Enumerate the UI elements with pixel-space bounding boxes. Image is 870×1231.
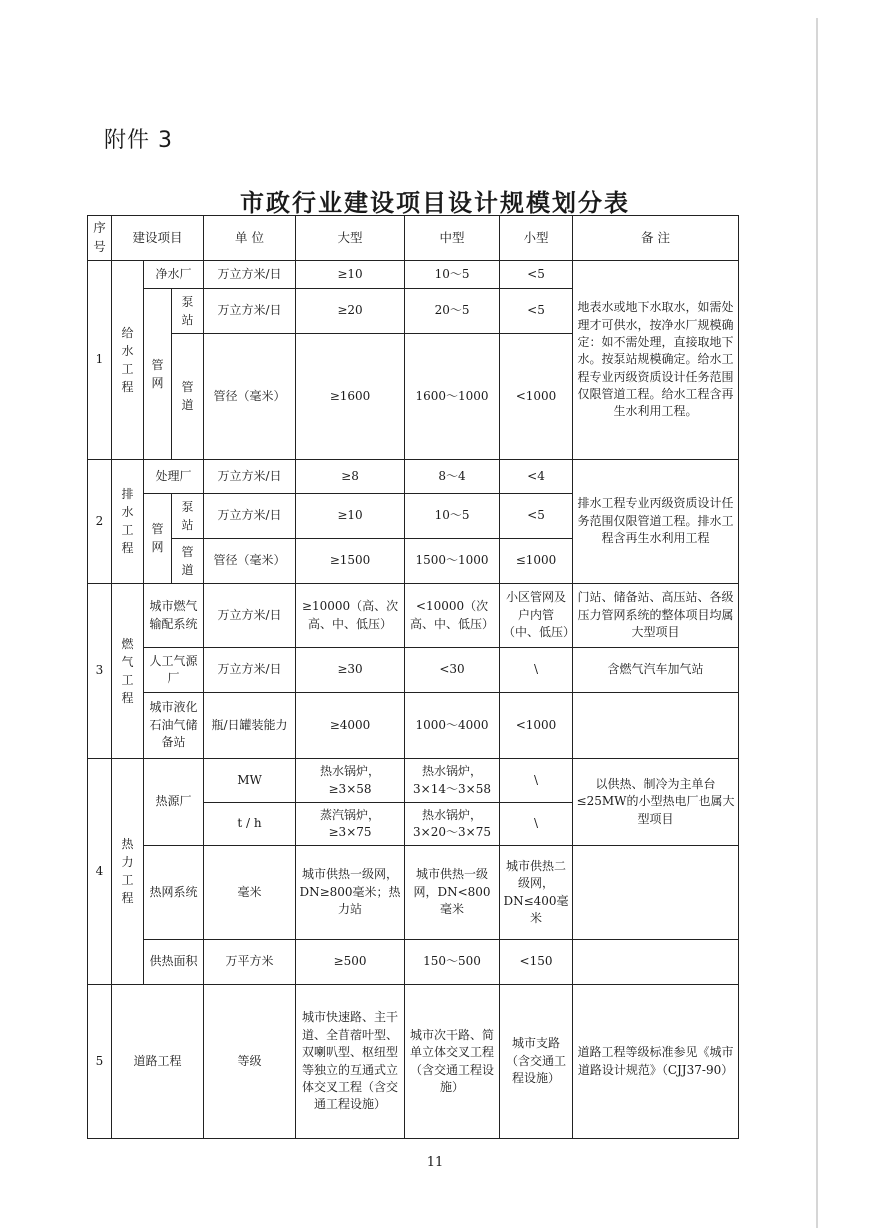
heat-source-plant: 热源厂 <box>144 759 204 846</box>
table-row <box>88 261 739 289</box>
heat-network-small: 城市供热二级网，DN≤400毫米 <box>500 846 573 940</box>
drain-category: 排水工程 <box>112 460 144 584</box>
header-note: 备 注 <box>573 216 739 261</box>
heat-mw-large: 热水锅炉，≥3×58 <box>296 759 405 803</box>
drain-pipe-small: ≤1000 <box>500 539 573 584</box>
heat-area-unit: 万平方米 <box>204 940 296 985</box>
gas-lpg-note <box>573 693 739 759</box>
water-plant-medium: 10～5 <box>405 261 500 289</box>
header-large: 大型 <box>296 216 405 261</box>
water-pump-medium: 20～5 <box>405 289 500 334</box>
drain-note: 排水工程专业丙级资质设计任务范围仅限管道工程。排水工程含再生水利用工程 <box>573 460 739 584</box>
table-row <box>88 985 739 1139</box>
gas-artificial-medium: <30 <box>405 648 500 693</box>
design-scale-table <box>87 215 739 1139</box>
gas-lpg-small: <1000 <box>500 693 573 759</box>
gas-artificial-unit: 万立方米/日 <box>204 648 296 693</box>
road-small: 城市支路（含交通工程设施） <box>500 985 573 1139</box>
road-item: 道路工程 <box>112 985 204 1139</box>
heat-area-large: ≥500 <box>296 940 405 985</box>
heat-network-note <box>573 846 739 940</box>
header-seq: 序号 <box>88 216 112 261</box>
drain-plant-unit: 万立方米/日 <box>204 460 296 494</box>
drain-pipe: 管道 <box>172 539 204 584</box>
road-unit: 等级 <box>204 985 296 1139</box>
road-note: 道路工程等级标准参见《城市道路设计规范》（CJJ37-90） <box>573 985 739 1139</box>
gas-lpg-station: 城市液化石油气储备站 <box>144 693 204 759</box>
heat-area-note <box>573 940 739 985</box>
drain-plant: 处理厂 <box>144 460 204 494</box>
water-pump: 泵站 <box>172 289 204 334</box>
header-row <box>88 216 739 261</box>
drain-pipe-unit: 管径（毫米） <box>204 539 296 584</box>
gas-lpg-medium: 1000～4000 <box>405 693 500 759</box>
water-pipe: 管道 <box>172 334 204 460</box>
water-pump-unit: 万立方米/日 <box>204 289 296 334</box>
heat-area: 供热面积 <box>144 940 204 985</box>
gas-artificial-large: ≥30 <box>296 648 405 693</box>
water-num: 1 <box>88 261 112 460</box>
heat-th-medium: 热水锅炉，3×20～3×75 <box>405 803 500 846</box>
drain-pipe-medium: 1500～1000 <box>405 539 500 584</box>
heat-area-small: <150 <box>500 940 573 985</box>
heat-network-large: 城市供热一级网，DN≥800毫米；热力站 <box>296 846 405 940</box>
water-plant-large: ≥10 <box>296 261 405 289</box>
gas-city-system: 城市燃气输配系统 <box>144 584 204 648</box>
drain-pump: 泵站 <box>172 494 204 539</box>
water-pipe-medium: 1600～1000 <box>405 334 500 460</box>
heat-mw-small: \ <box>500 759 573 803</box>
header-medium: 中型 <box>405 216 500 261</box>
header-item: 建设项目 <box>112 216 204 261</box>
table-row <box>88 940 739 985</box>
drain-plant-small: <4 <box>500 460 573 494</box>
heat-area-medium: 150～500 <box>405 940 500 985</box>
heat-network-medium: 城市供热一级网，DN<800毫米 <box>405 846 500 940</box>
attachment-label: 附件 3 <box>104 128 173 153</box>
heat-source-note: 以供热、制冷为主单台≤25MW的小型热电厂也属大型项目 <box>573 759 739 846</box>
water-pipe-small: <1000 <box>500 334 573 460</box>
gas-lpg-large: ≥4000 <box>296 693 405 759</box>
drain-pipe-net: 管网 <box>144 494 172 584</box>
gas-city-note: 门站、储备站、高压站、各级压力管网系统的整体项目均属大型项目 <box>573 584 739 648</box>
drain-plant-medium: 8～4 <box>405 460 500 494</box>
water-pipe-unit: 管径（毫米） <box>204 334 296 460</box>
drain-pump-large: ≥10 <box>296 494 405 539</box>
heat-th-unit: t / h <box>204 803 296 846</box>
gas-artificial-plant: 人工气源厂 <box>144 648 204 693</box>
road-large: 城市快速路、主干道、全苜蓿叶型、双喇叭型、枢纽型等独立的互通式立体交叉工程（含交通工程设施） <box>296 985 405 1139</box>
header-small: 小型 <box>500 216 573 261</box>
gas-artificial-note: 含燃气汽车加气站 <box>573 648 739 693</box>
table-row <box>88 693 739 759</box>
drain-plant-large: ≥8 <box>296 460 405 494</box>
water-note: 地表水或地下水取水，如需处理才可供水，按净水厂规模确定：如不需处理，直接取地下水。按泵站规模确定。给水工程专业丙级资质设计任务范围仅限管道工程。给水工程含再生水利用工程。 <box>573 261 739 460</box>
gas-artificial-small: \ <box>500 648 573 693</box>
table-title: 市政行业建设项目设计规模划分表 <box>240 188 630 217</box>
table-row <box>88 648 739 693</box>
road-medium: 城市次干路、简单立体交叉工程（含交通工程设施） <box>405 985 500 1139</box>
water-plant-unit: 万立方米/日 <box>204 261 296 289</box>
water-plant: 净水厂 <box>144 261 204 289</box>
drain-pipe-large: ≥1500 <box>296 539 405 584</box>
gas-city-medium: <10000（次高、中、低压） <box>405 584 500 648</box>
table-row <box>88 759 739 803</box>
gas-lpg-unit: 瓶/日罐装能力 <box>204 693 296 759</box>
drain-pump-small: <5 <box>500 494 573 539</box>
table-row <box>88 460 739 494</box>
heat-mw-medium: 热水锅炉，3×14～3×58 <box>405 759 500 803</box>
heat-network-unit: 毫米 <box>204 846 296 940</box>
heat-network-system: 热网系统 <box>144 846 204 940</box>
gas-city-small: 小区管网及户内管（中、低压） <box>500 584 573 648</box>
gas-city-large: ≥10000（高、次高、中、低压） <box>296 584 405 648</box>
drain-num: 2 <box>88 460 112 584</box>
page-number: 11 <box>426 1155 444 1170</box>
heat-num: 4 <box>88 759 112 985</box>
water-pump-large: ≥20 <box>296 289 405 334</box>
heat-th-large: 蒸汽锅炉，≥3×75 <box>296 803 405 846</box>
heat-mw-unit: MW <box>204 759 296 803</box>
gas-city-unit: 万立方米/日 <box>204 584 296 648</box>
table-row <box>88 846 739 940</box>
water-pump-small: <5 <box>500 289 573 334</box>
table-row <box>88 584 739 648</box>
gas-category: 燃气工程 <box>112 584 144 759</box>
water-category: 给水工程 <box>112 261 144 460</box>
water-pipe-net: 管网 <box>144 289 172 460</box>
heat-category: 热力工程 <box>112 759 144 985</box>
water-plant-small: <5 <box>500 261 573 289</box>
drain-pump-unit: 万立方米/日 <box>204 494 296 539</box>
water-pipe-large: ≥1600 <box>296 334 405 460</box>
gas-num: 3 <box>88 584 112 759</box>
header-unit: 单 位 <box>204 216 296 261</box>
drain-pump-medium: 10～5 <box>405 494 500 539</box>
road-num: 5 <box>88 985 112 1139</box>
heat-th-small: \ <box>500 803 573 846</box>
